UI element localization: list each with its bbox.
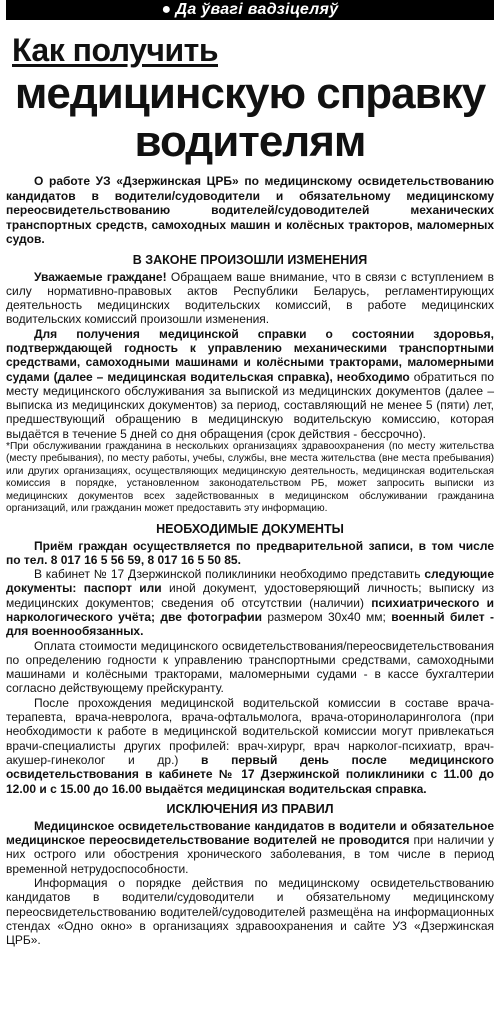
title-line-1: Как получить [12,32,218,68]
docs-f: военный билет - для военнообязанных. [6,609,495,639]
docs-e: размером 30х40 мм; [261,609,392,624]
rubric-banner [6,0,494,20]
footnote: *При обслуживании гражданина в нескольких организациях здравоохранения (по месту жительства (месту пребывания), по месту работы, учебы, службы, вне места жительства (вне места пребывания) или других организациях, осуществляющих медицинскую деятельность, медицинская водительская комиссия в порядке, установленном законодательством РБ, может запросить выписки из медицинских документов всех задействованных в медицинском обслуживании гражданина организаций, или гражданин может предоставить эту информацию. [6,441,494,515]
exceptions-b: при наличии у них острого или обострения хронического заболевания, в том числе в период временной нетрудоспособности. [6,833,494,876]
commission-b: в первый день после медицинского освидетельствования в кабинете № 17 Дзержинской поликлиники с 11.00 до 12.00 и с 15.00 до 16.00 выдаётся медицинская водительская справка. [6,752,494,796]
docs-a: В кабинет № 17 Дзержинской поликлиники необходимо представить [34,567,425,582]
exceptions-a: Медицинское освидетельствование кандидатов в водители и обязательное медицинское переосвидетельствование водителей не проводится [6,818,494,848]
title-line-2: медицинскую справку [14,69,486,118]
appointment-paragraph: Приём граждан осуществляется по предварительной записи, в том числе по тел. 8 017 16 5 56 59, 8 017 16 5 50 85. [6,538,494,567]
section-heading-changes: В ЗАКОНЕ ПРОИЗОШЛИ ИЗМЕНЕНИЯ [132,252,368,267]
section-heading-exceptions: ИСКЛЮЧЕНИЯ ИЗ ПРАВИЛ [166,801,334,816]
lead-paragraph: О работе УЗ «Дзержинская ЦРБ» по медицинскому освидетельствованию кандидатов в водители/судоводители и обязательному медицинскому переосвидетельствованию водителей/судоводителей механических транспортных средств, самоходных машин и колёсных тракторов, маломерных судов. [6,174,494,246]
payment-paragraph: Оплата стоимости медицинского освидетельствования/переосвидетельствования по определению годности к управлению транспортными средствами, самоходными машинами и колёсными тракторами, маломерными судами - в кассе бухгалтерии согласно действующему прейскуранту. [6,638,494,696]
greeting: Уважаемые граждане! [34,269,167,284]
commission-a: После прохождения медицинской водительской комиссии в составе врача-терапевта, врача-невролога, врача-офтальмолога, врача-оториноларинголога (при необходимости к работе в медицинской водительской комиссии могут привлекаться врачи-специалисты других профилей: врач-хирург, врач нарколог-психиатр, врач-акушер-гинеколог и др.) [6,695,494,767]
title-line-3: водителям [134,117,366,166]
commission-paragraph [6,696,494,796]
changes-p2-bold: Для получения медицинской справки о состоянии здоровья, подтверждающей годность к управлению механическими транспортными средствами, самоходными машинами и колёсными тракторами, маломерными судами (далее – медицинская водительская справка), необходимо [6,326,494,384]
docs-d: психиатрического и наркологического учёта; две фотографии [6,595,495,624]
documents-paragraph [6,567,494,638]
changes-paragraph-2 [6,327,494,441]
bullet-icon: ● [161,1,172,18]
section-heading-documents: НЕОБХОДИМЫЕ ДОКУМЕНТЫ [156,521,344,536]
docs-c: иной документ, удостоверяющий личность; выписку из медицинских документов; сведения об отсутствии (наличии) [6,581,494,610]
exceptions-paragraph-1 [6,819,494,876]
rubric-label: Да ўвагі вадзіцеляў [175,1,339,18]
changes-p2-text: обратиться по месту медицинского обслуживания за выпиской из медицинских документов (далее – выписка из медицинских документов) за период, составляющий не менее 5 (пяти) лет, предшествующий обращению в медицинскую водительскую комиссию, которая выдаётся в течение 5 дней со дня обращения (срок действия - бессрочно). [6,369,494,441]
changes-paragraph-1 [6,270,494,327]
docs-b: следующие документы: паспорт или [6,567,494,596]
changes-p1-text: Обращаем ваше внимание, что в связи с вступлением в силу нормативно-правовых актов Республики Беларусь, регламентирующих деятельность медицинских водительских комиссий, в работе медицинских водительских комиссий произошли изменения. [6,269,494,327]
exceptions-paragraph-2: Информация о порядке действия по медицинскому освидетельствованию кандидатов в водители/судоводители и обязательному медицинскому переосвидетельствованию водителей/судоводителей размещёна на информационных стендах «Одно окно» в организациях здравоохранения и сайте УЗ «Дзержинская ЦРБ». [6,876,494,948]
